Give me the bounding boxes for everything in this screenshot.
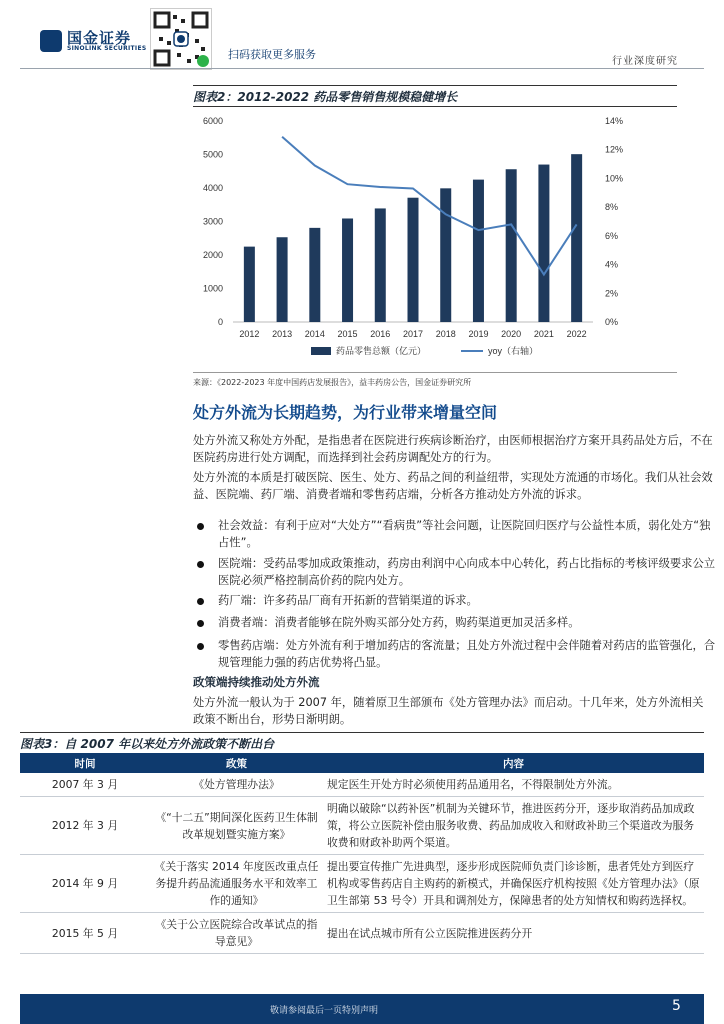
yoy-line: [282, 137, 576, 275]
left-tick-label: 5000: [202, 149, 223, 160]
table-header-row: [20, 753, 704, 773]
bullet-consumer: 消费者端：消费者能够在院外购买部分处方药，购药渠道更加灵活多样。: [218, 616, 580, 629]
row-policy: 《处方管理办法》: [150, 773, 323, 797]
logo-mark: [40, 30, 62, 52]
left-tick-label: 4000: [202, 183, 223, 193]
x-tick-label: 2012: [239, 329, 260, 339]
right-tick-label: 10%: [605, 173, 624, 184]
bullet-hospital: 医院端：受药品零加成政策推动，药房由利润中心向成本中心转化，药占比指标的考核评级要求公立医院必须严格控制高价药的院内处方。: [218, 557, 716, 587]
bar-2018: [440, 188, 451, 322]
x-tick-label: 2016: [370, 329, 391, 339]
bar-2021: [538, 165, 549, 322]
bullet-dot: [197, 643, 204, 650]
right-tick-label: 12%: [605, 144, 624, 155]
table-row: [20, 913, 704, 954]
figure2-title-rule: [193, 106, 677, 107]
x-tick-label: 2019: [468, 329, 489, 339]
row-time: 2014 年 9 月: [20, 855, 150, 913]
x-tick-label: 2013: [272, 329, 293, 339]
x-tick-label: 2018: [435, 329, 456, 339]
policy-subheading: 政策端持续推动处方外流: [193, 675, 320, 689]
legend-bar-swatch: [311, 347, 331, 355]
left-tick-label: 0: [217, 317, 223, 327]
x-tick-label: 2014: [304, 329, 325, 339]
table-row: [20, 797, 704, 855]
scan-prompt: 扫码获取更多服务: [228, 48, 316, 61]
paragraph-3: 处方外流一般认为于 2007 年，随着原卫生部颁布《处方管理办法》而启动。十几年来，处方外流相关政策不断出台，形势日渐明朗。: [193, 696, 704, 726]
chart-svg: [193, 108, 677, 370]
right-tick-label: 8%: [605, 202, 619, 213]
policy-table: [20, 753, 704, 954]
row-content: 提出在试点城市所有公立医院推进医药分开: [323, 913, 704, 954]
logo-text: 国金证券: [67, 29, 132, 47]
retail-sales-chart: [193, 108, 677, 374]
row-content: 提出要宣传推广先进典型，逐步形成医院师负责门诊诊断，患者凭处方到医疗机构或零售药店自主购药的新模式，并确保医疗机构按照《处方管理办法》（原卫生部第 53 号令）开具和调剂处方，保障患者的处方知情权和购药选择权。: [323, 855, 704, 913]
row-time: 2012 年 3 月: [20, 797, 150, 855]
right-tick-label: 2%: [605, 288, 619, 299]
figure2-bottom-rule: [193, 372, 677, 373]
bar-2019: [473, 180, 484, 322]
bullet-dot: [197, 598, 204, 605]
bullet-social-benefit: 社会效益：有利于应对“大处方”“看病贵”等社会问题，让医院回归医疗与公益性本质，弱化处方“独占性”。: [218, 519, 711, 549]
figure2-title: 图表2：2012-2022 药品零售销售规模稳健增长: [193, 90, 458, 104]
legend-bar-label: 药品零售总额（亿元）: [336, 346, 427, 356]
header-divider: [20, 68, 704, 69]
row-policy: 《关于落实 2014 年度医改重点任务提升药品流通服务水平和效率工作的通知》: [150, 855, 323, 913]
paragraph-1: 处方外流又称处方外配，是指患者在医院进行疾病诊断治疗，由医师根据治疗方案开具药品处方后，不在医院药房进行处方调配，而选择到社会药房调配处方的行为。: [193, 434, 713, 464]
bullet-retail: 零售药店端：处方外流有利于增加药店的客流量；且处方外流过程中会伴随着对药店的监管强化，合规管理能力强的药店优势将凸显。: [218, 639, 716, 669]
bullet-pharma: 药厂端：许多药品厂商有开拓新的营销渠道的诉求。: [218, 594, 478, 607]
paragraph-2: 处方外流的本质是打破医院、医生、处方、药品之间的利益纽带，实现处方流通的市场化。我们从社会效益、医院端、药厂端、消费者端和零售药店端，分析各方推动处方外流的诉求。: [193, 471, 713, 501]
row-time: 2007 年 3 月: [20, 773, 150, 797]
row-content: 明确以破除“以药补医”机制为关键环节，推进医药分开，逐步取消药品加成政策，将公立医院补偿由服务收费、药品加成收入和财政补助三个渠道改为服务收费和财政补助两个渠道。: [323, 797, 704, 855]
x-tick-label: 2015: [337, 329, 358, 339]
bar-2014: [309, 228, 320, 322]
x-tick-label: 2022: [566, 329, 587, 339]
footer-disclaimer: 敬请参阅最后一页特别声明: [270, 1006, 379, 1016]
figure2-top-rule: [193, 85, 677, 86]
qr-code-icon[interactable]: [150, 8, 212, 70]
header-time: 时间: [20, 753, 150, 773]
section-heading: 处方外流为长期趋势，为行业带来增量空间: [193, 403, 498, 422]
left-tick-label: 3000: [202, 216, 223, 227]
bullet-dot: [197, 561, 204, 568]
figure3-title: 图表3：自 2007 年以来处方外流政策不断出台: [20, 737, 275, 751]
header-content: 内容: [323, 753, 704, 773]
bar-2020: [506, 169, 517, 322]
bar-2016: [375, 208, 386, 322]
x-tick-label: 2021: [533, 329, 554, 339]
left-tick-label: 2000: [202, 250, 223, 260]
header-policy: 政策: [150, 753, 323, 773]
bullet-dot: [197, 620, 204, 627]
legend-line-label: yoy（右轴）: [488, 346, 539, 356]
right-tick-label: 14%: [605, 116, 624, 126]
left-tick-label: 6000: [202, 116, 223, 126]
bar-2013: [277, 237, 288, 322]
x-tick-label: 2017: [402, 329, 424, 339]
x-tick-label: 2020: [501, 329, 522, 339]
document-type: 行业深度研究: [612, 56, 678, 67]
bullet-dot: [197, 523, 204, 530]
figure3-top-rule: [20, 732, 704, 733]
table-row: [20, 773, 704, 797]
row-time: 2015 年 5 月: [20, 913, 150, 954]
bar-2012: [244, 247, 255, 322]
table-row: [20, 855, 704, 913]
row-content: 规定医生开处方时必须使用药品通用名，不得限制处方外流。: [323, 773, 704, 797]
figure2-source: 来源：《2022-2023 年度中国药店发展报告》，益丰药房公告，国金证券研究所: [193, 378, 472, 387]
right-tick-label: 4%: [605, 259, 619, 270]
logo-subtext: SINOLINK SECURITIES: [67, 45, 147, 52]
left-tick-label: 1000: [202, 283, 223, 294]
right-tick-label: 6%: [605, 230, 619, 241]
right-tick-label: 0%: [605, 317, 619, 327]
row-policy: 《“十二五”期间深化医药卫生体制改革规划暨实施方案》: [150, 797, 323, 855]
bar-2022: [571, 154, 582, 322]
bar-2017: [408, 198, 419, 322]
page-number: 5: [672, 998, 681, 1014]
row-policy: 《关于公立医院综合改革试点的指导意见》: [150, 913, 323, 954]
bar-2015: [342, 218, 353, 322]
